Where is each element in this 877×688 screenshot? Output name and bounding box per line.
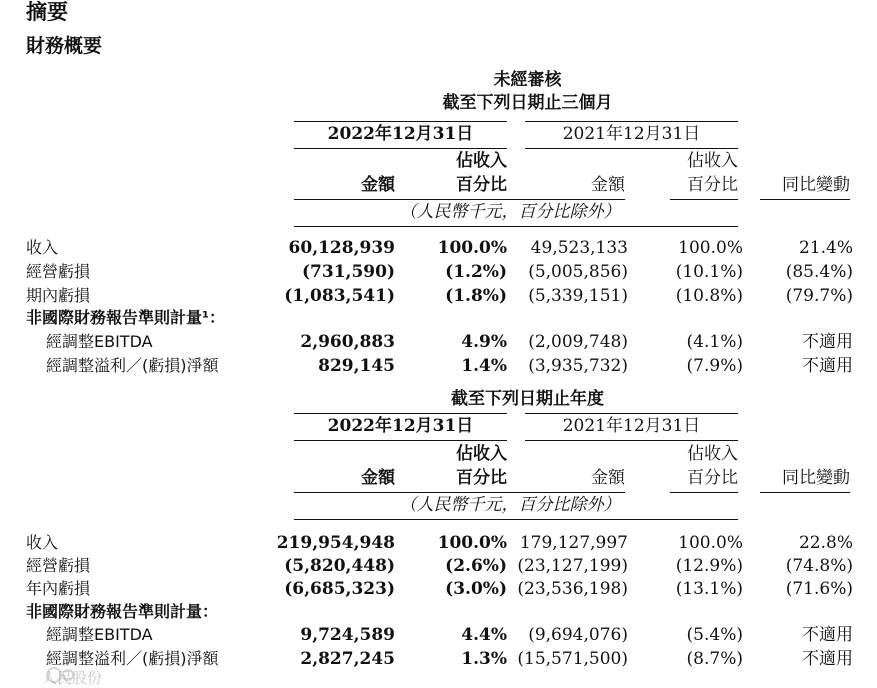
y-rule-pct-bottom	[670, 492, 738, 493]
q-row-cell-a22: (731,590)	[302, 262, 395, 282]
y-nonifrs-row-cell-p21: (5.4%)	[686, 625, 743, 645]
rule-note-bottom	[294, 226, 738, 227]
y-nonifrs-row-cell-a22: 9,724,589	[300, 625, 395, 645]
q-row-cell-a21: 49,523,133	[530, 238, 628, 258]
yoy-heading: 同比變動	[782, 175, 850, 195]
pct-heading-line2-2021: 百分比	[687, 175, 738, 195]
period-year-heading: 截至下列日期止年度	[451, 389, 604, 409]
q-row-cell-p22: 100.0%	[437, 238, 507, 258]
q-nonifrs-row-cell-a21: (3,935,732)	[528, 356, 628, 376]
y-row-cell-p22: (3.0%)	[445, 579, 507, 599]
q-row-cell-p21: 100.0%	[678, 238, 743, 258]
y-currency-note: （人民幣千元，百分比除外）	[399, 495, 621, 515]
rule-2022-mid	[294, 148, 507, 149]
q-row-label: 經營虧損	[26, 262, 91, 281]
period-three-months-heading: 截至下列日期止三個月	[442, 93, 613, 113]
y-row-cell-p22: 100.0%	[437, 533, 507, 553]
currency-note: （人民幣千元，百分比除外）	[399, 202, 621, 222]
y-pct-heading-line1: 佔收入	[456, 444, 507, 464]
rule-y-2021-top	[525, 413, 738, 414]
q-nonifrs-row-label: 經調整EBITDA	[46, 332, 153, 351]
y-nonifrs-row-cell-yoy: 不適用	[802, 649, 853, 669]
section-title: 財務概要	[26, 35, 103, 57]
y-nonifrs-row-cell-a22: 2,827,245	[300, 649, 395, 669]
amount-heading-2022: 金額	[361, 175, 395, 195]
y-col-2021-heading: 2021年12月31日	[562, 416, 701, 436]
y-row-cell-yoy: (74.8%)	[785, 556, 853, 576]
y-row-cell-a21: (23,127,199)	[517, 556, 628, 576]
watermark-text: 人民股份	[42, 669, 103, 687]
q-nonifrs-title: 非國際財務報告準則計量¹：	[26, 308, 226, 327]
rule-pct-bottom	[670, 199, 738, 200]
y-row-label: 經營虧損	[26, 556, 91, 575]
y-amount-heading-2022: 金額	[361, 468, 395, 488]
q-row-cell-yoy: (79.7%)	[785, 286, 853, 306]
page-title: 摘要	[26, 0, 68, 24]
y-rule-header-bottom	[294, 492, 625, 493]
y-nonifrs-row-cell-a21: (15,571,500)	[517, 649, 628, 669]
pct-heading-line1-2021: 佔收入	[687, 151, 738, 171]
y-row-cell-a21: (23,536,198)	[517, 579, 628, 599]
y-pct-heading-line2: 百分比	[456, 468, 507, 488]
y-row-cell-yoy: 22.8%	[798, 533, 853, 553]
q-row-label: 收入	[26, 238, 59, 257]
q-row-cell-yoy: (85.4%)	[785, 262, 853, 282]
y-rule-note-bottom	[294, 519, 738, 520]
y-pct-heading-line1-2021: 佔收入	[687, 444, 738, 464]
y-nonifrs-row-cell-yoy: 不適用	[802, 625, 853, 645]
y-rule-yoy-bottom	[760, 492, 850, 493]
y-nonifrs-row-cell-p21: (8.7%)	[686, 649, 743, 669]
y-row-cell-p21: (12.9%)	[675, 556, 743, 576]
q-nonifrs-row-cell-a21: (2,009,748)	[528, 332, 628, 352]
y-nonifrs-title: 非國際財務報告準則計量：	[26, 602, 219, 621]
q-nonifrs-row-cell-p21: (7.9%)	[686, 356, 743, 376]
unaudited-heading: 未經審核	[493, 70, 562, 90]
rule-y-2022-mid	[294, 440, 507, 441]
y-row-cell-p21: (13.1%)	[675, 579, 743, 599]
q-nonifrs-row-cell-p21: (4.1%)	[686, 332, 743, 352]
rule-2021-mid	[525, 148, 738, 149]
y-nonifrs-row-cell-p22: 4.4%	[461, 625, 507, 645]
y-row-cell-a22: (6,685,323)	[284, 579, 395, 599]
q-row-cell-a22: 60,128,939	[288, 238, 395, 258]
y-amount-heading-2021: 金額	[591, 468, 625, 488]
q-row-cell-a22: (1,083,541)	[284, 286, 395, 306]
amount-heading-2021: 金額	[591, 175, 625, 195]
q-nonifrs-row-cell-p22: 4.9%	[461, 332, 507, 352]
q-row-cell-a21: (5,339,151)	[528, 286, 628, 306]
y-row-cell-yoy: (71.6%)	[785, 579, 853, 599]
y-row-cell-a22: 219,954,948	[276, 533, 395, 553]
q-row-label: 期內虧損	[26, 286, 91, 305]
col-2021-heading: 2021年12月31日	[562, 124, 701, 144]
q-nonifrs-row-cell-yoy: 不適用	[802, 356, 853, 376]
q-nonifrs-row-cell-yoy: 不適用	[802, 332, 853, 352]
rule-y-2021-mid	[525, 440, 738, 441]
rule-2022-top	[294, 121, 507, 122]
y-nonifrs-row-label: 經調整EBITDA	[46, 625, 153, 644]
y-row-cell-a22: (5,820,448)	[284, 556, 395, 576]
q-nonifrs-row-cell-a22: 829,145	[318, 356, 395, 376]
y-yoy-heading: 同比變動	[782, 468, 850, 488]
y-pct-heading-line2-2021: 百分比	[687, 468, 738, 488]
rule-yoy-bottom	[760, 199, 850, 200]
y-nonifrs-row-cell-p22: 1.3%	[461, 649, 507, 669]
q-row-cell-a21: (5,005,856)	[528, 262, 628, 282]
y-row-cell-p22: (2.6%)	[445, 556, 507, 576]
q-row-cell-p21: (10.1%)	[675, 262, 743, 282]
q-nonifrs-row-label: 經調整溢利／(虧損)淨額	[46, 356, 219, 375]
y-col-2022-heading: 2022年12月31日	[327, 416, 474, 436]
q-nonifrs-row-cell-p22: 1.4%	[461, 356, 507, 376]
q-row-cell-p22: (1.2%)	[445, 262, 507, 282]
q-nonifrs-row-cell-a22: 2,960,883	[300, 332, 395, 352]
y-nonifrs-row-label: 經調整溢利／(虧損)淨額	[46, 649, 219, 668]
rule-header-bottom	[294, 199, 625, 200]
y-row-cell-p21: 100.0%	[678, 533, 743, 553]
q-row-cell-yoy: 21.4%	[798, 238, 853, 258]
rule-2021-top	[525, 121, 738, 122]
y-row-label: 年內虧損	[26, 579, 91, 598]
rule-y-2022-top	[294, 413, 507, 414]
y-row-cell-a21: 179,127,997	[519, 533, 628, 553]
pct-heading-line2: 百分比	[456, 175, 507, 195]
y-row-label: 收入	[26, 533, 59, 552]
pct-heading-line1: 佔收入	[456, 151, 507, 171]
y-nonifrs-row-cell-a21: (9,694,076)	[528, 625, 628, 645]
col-2022-heading: 2022年12月31日	[327, 124, 474, 144]
q-row-cell-p22: (1.8%)	[445, 286, 507, 306]
q-row-cell-p21: (10.8%)	[675, 286, 743, 306]
